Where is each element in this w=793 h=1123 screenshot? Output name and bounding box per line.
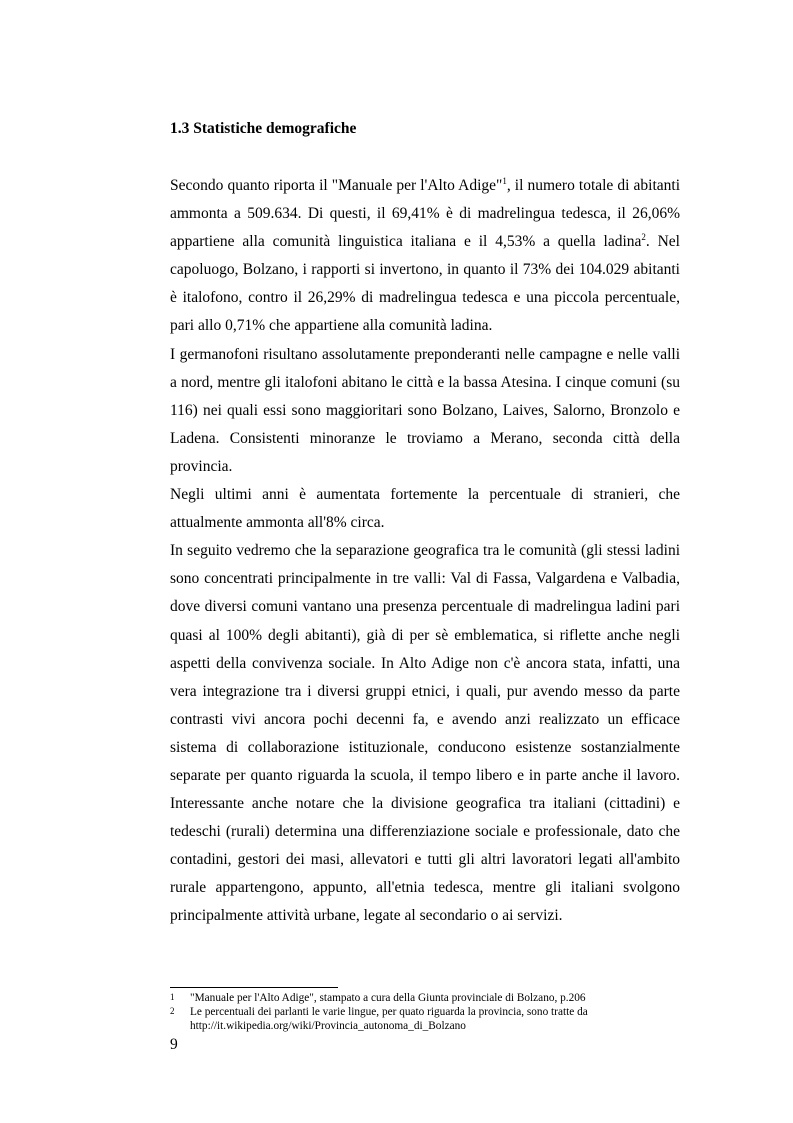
paragraph-text: , il numero totale di abitanti ammonta a 509.634. Di questi, il 69,41% è di madrelingua tedesca, il 26,06% appartiene alla comunità linguistica italiana e il 4,53% a quella ladina bbox=[170, 177, 680, 251]
paragraph: In seguito vedremo che la separazione geografica tra le comunità (gli stessi ladini sono concentrati principalmente in tre valli: Val di Fassa, Valgardena e Valbadia, dove diversi comuni vantano una presenza percentuale di madrelingua ladini pari quasi al 100% degli abitanti), già di per sè emblematica, si riflette anche negli aspetti della convivenza sociale. In Alto Adige non c'è ancora stata, infatti, una vera integrazione tra i diversi gruppi etnici, i quali, pur avendo messo da parte contrasti vivi ancora pochi decenni fa, e avendo anzi realizzato un efficace sistema di collaborazione istituzionale, conducono esistenze sostanzialmente separate per quanto riguarda la scuola, il tempo libero e in parte anche il lavoro. Interessante anche notare che la divisione geografica tra italiani (cittadini) e tedeschi (rurali) determina una differenziazione sociale e professionale, dato che contadini, gestori dei masi, allevatori e tutti gli altri lavoratori legati all'ambito rurale appartengono, appunto, all'etnia tedesca, mentre gli italiani svolgono principalmente attività urbane, legate al secondario o ai servizi. bbox=[170, 542, 680, 925]
paragraph bbox=[170, 172, 680, 341]
footnote-number: 1 bbox=[170, 992, 175, 1002]
paragraph: I germanofoni risultano assolutamente preponderanti nelle campagne e nelle valli a nord, mentre gli italofoni abitano le città e la bassa Atesina. I cinque comuni (su 116) nei quali essi sono maggioritari sono Bolzano, Laives, Salorno, Bronzolo e Ladena. Consistenti minoranze le troviamo a Merano, seconda città della provincia. bbox=[170, 345, 680, 475]
page-number: 9 bbox=[170, 1036, 178, 1053]
footnote-text: Le percentuali dei parlanti le varie lingue, per quato riguarda la provincia, sono tratte da http://it.wikipedia.org/wiki/Provincia_autonoma_di_Bolzano bbox=[190, 1006, 588, 1032]
footnote-text: "Manuale per l'Alto Adige", stampato a cura della Giunta provinciale di Bolzano, p.206 bbox=[190, 992, 586, 1004]
footnote-number: 2 bbox=[170, 1006, 175, 1016]
footnote bbox=[170, 991, 680, 1005]
footnote-ref[interactable]: 1 bbox=[502, 175, 507, 186]
paragraph: Negli ultimi anni è aumentata fortemente la percentuale di stranieri, che attualmente ammonta all'8% circa. bbox=[170, 486, 680, 532]
footnote-ref[interactable]: 2 bbox=[641, 232, 646, 243]
footnote-separator bbox=[170, 987, 338, 988]
body-text bbox=[170, 172, 680, 931]
section-heading: 1.3 Statistiche demografiche bbox=[170, 120, 357, 137]
footnote bbox=[170, 1005, 680, 1033]
footnotes bbox=[170, 991, 680, 1033]
paragraph-text: . Nel capoluogo, Bolzano, i rapporti si invertono, in quanto il 73% dei 104.029 abitanti è italofono, contro il 26,29% di madrelingua tedesca e una piccola percentuale, pari allo 0,71% che appartiene alla comunità ladina. bbox=[170, 233, 680, 335]
paragraph-text: Secondo quanto riporta il "Manuale per l'Alto Adige" bbox=[170, 177, 503, 194]
